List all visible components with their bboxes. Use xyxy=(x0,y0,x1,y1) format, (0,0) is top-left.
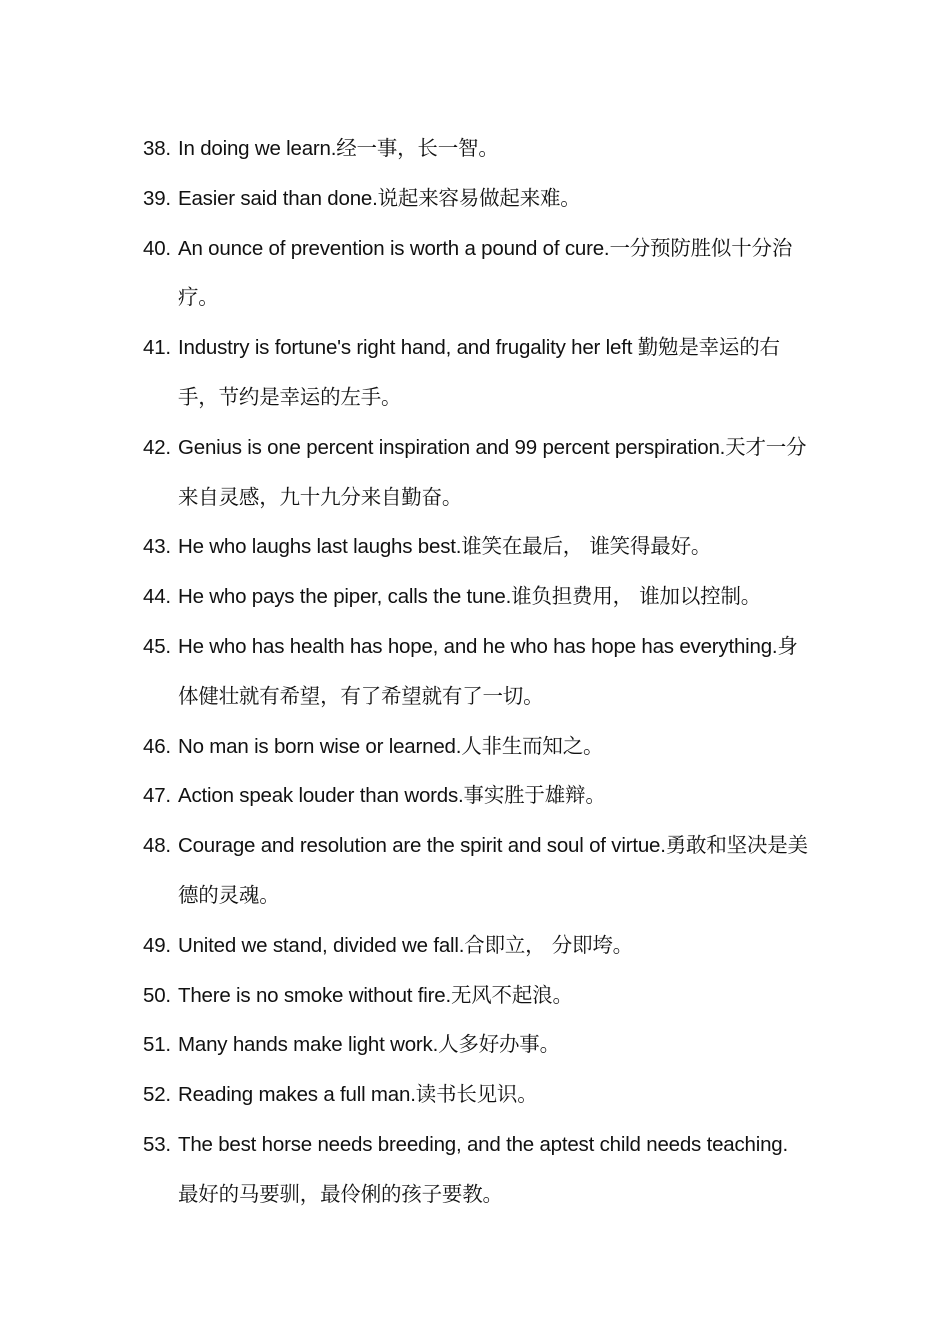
proverb-list xyxy=(143,124,808,1220)
item-number: 51. xyxy=(143,1033,171,1057)
chinese-text: 无风不起浪。 xyxy=(450,982,573,1007)
proverb-item xyxy=(143,722,808,772)
english-text: Courage and resolution are the spirit and soul of virtue. xyxy=(178,834,666,858)
chinese-text: 勇敢和坚决是美德的灵魂。 xyxy=(178,833,808,907)
english-text: He who laughs last laughs best. xyxy=(178,535,462,559)
english-text: Genius is one percent inspiration and 99 percent perspiration. xyxy=(178,435,726,459)
english-text: Action speak louder than words. xyxy=(178,784,464,808)
english-text: Reading makes a full man. xyxy=(178,1083,416,1107)
english-text: In doing we learn. xyxy=(178,137,337,160)
item-number: 42. xyxy=(143,435,171,459)
proverb-item xyxy=(143,1020,808,1070)
chinese-text: 谁负担费用， 谁加以控制。 xyxy=(511,584,762,609)
item-number: 46. xyxy=(143,734,171,758)
proverb-item xyxy=(143,423,808,523)
item-number: 38. xyxy=(143,137,171,160)
proverb-item xyxy=(143,622,808,722)
proverb-item xyxy=(143,921,808,971)
chinese-text: 说起来容易做起来难。 xyxy=(377,185,581,210)
chinese-text: 人多好办事。 xyxy=(438,1032,560,1057)
proverb-item xyxy=(143,124,808,174)
chinese-text: 身体健壮就有希望，有了希望就有了一切。 xyxy=(178,633,798,708)
item-number: 39. xyxy=(143,186,171,210)
english-text: United we stand, divided we fall. xyxy=(178,933,465,957)
proverb-item xyxy=(143,971,808,1021)
item-number: 52. xyxy=(143,1083,171,1107)
item-number: 41. xyxy=(143,336,171,360)
english-text: The best horse needs breeding, and the aptest child needs teaching. xyxy=(178,1132,789,1156)
proverb-item xyxy=(143,522,808,572)
item-number: 44. xyxy=(143,585,171,609)
item-number: 53. xyxy=(143,1132,171,1156)
english-text: Industry is fortune's right hand, and frugality her left xyxy=(178,336,638,360)
chinese-text: 勤勉是幸运的右手，节约是幸运的左手。 xyxy=(178,335,780,409)
item-number: 50. xyxy=(143,983,171,1007)
item-number: 45. xyxy=(143,634,171,658)
item-number: 40. xyxy=(143,236,171,260)
chinese-text: 最好的马要驯，最伶俐的孩子要教。 xyxy=(178,1181,503,1206)
item-number: 43. xyxy=(143,535,171,559)
chinese-text: 人非生而知之。 xyxy=(461,733,604,758)
proverb-item xyxy=(143,323,808,423)
item-number: 47. xyxy=(143,784,171,808)
item-number: 48. xyxy=(143,834,171,858)
chinese-text: 读书长见识。 xyxy=(415,1082,538,1107)
english-text: No man is born wise or learned. xyxy=(178,734,462,758)
chinese-text: 经一事，长一智。 xyxy=(336,136,499,160)
proverb-item xyxy=(143,1120,808,1220)
proverb-item xyxy=(143,1070,808,1120)
chinese-text: 事实胜于雄辩。 xyxy=(463,783,606,808)
chinese-text: 一分预防胜似十分治疗。 xyxy=(178,235,793,310)
english-text: He who has health has hope, and he who has hope has everything. xyxy=(178,634,778,658)
english-text: There is no smoke without fire. xyxy=(178,983,451,1007)
proverb-item xyxy=(143,572,808,622)
proverb-item xyxy=(143,174,808,224)
chinese-text: 谁笑在最后， 谁笑得最好。 xyxy=(461,534,712,559)
english-text: Easier said than done. xyxy=(178,186,378,210)
english-text: He who pays the piper, calls the tune. xyxy=(178,585,512,609)
chinese-text: 合即立， 分即垮。 xyxy=(464,932,633,957)
item-number: 49. xyxy=(143,933,171,957)
proverb-item xyxy=(143,821,808,921)
chinese-text: 天才一分来自灵感，九十九分来自勤奋。 xyxy=(178,434,807,509)
proverb-item xyxy=(143,771,808,821)
english-text: An ounce of prevention is worth a pound of cure. xyxy=(178,236,610,260)
proverb-item xyxy=(143,224,808,324)
english-text: Many hands make light work. xyxy=(178,1033,439,1057)
